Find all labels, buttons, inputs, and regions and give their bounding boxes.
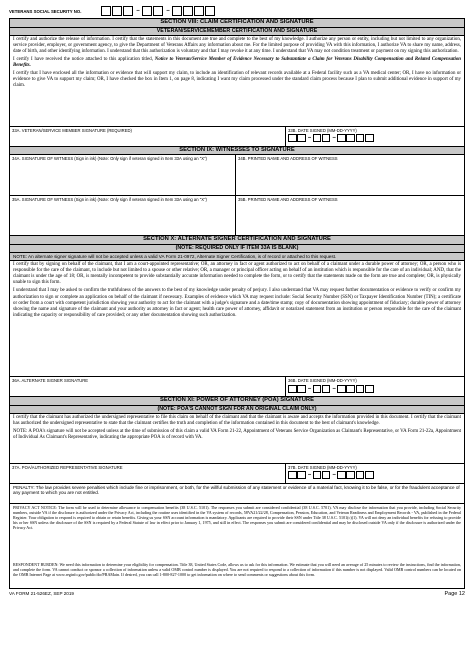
date-digit-box[interactable]	[313, 134, 322, 142]
alternate-signer-evidence-paragraph: I understand that I may be asked to confirm the truthfulness of the answers to the best of my knowledge under penalty of perjury. I also understand that VA may request further documentation or evidence to verify or confirm my authorization to sign or complete an application on behalf of the claimant if necessary. Examples of evidence which VA may request include: Social Security Number (SSN) or Taxpayer Identification Number (TIN); a certificate or order from a court with competent jurisdiction showing your authority to act for the claimant with a judge's signature and a date/time stamp; copy of documentation showing appointment of fiduciary; durable power of attorney showing the name and signature of the claimant and your authority as attorney in fact or agent; health care power of attorney, affidavit or notarized statement from an institution or person responsible for the care of the claimant indicating the capacity or responsibility of care provided; or any other documentation showing such authorization.	[13, 288, 461, 318]
date-digit-box[interactable]	[356, 134, 365, 142]
witness-2-name-field[interactable]	[236, 196, 464, 235]
witness-row-35	[10, 195, 464, 235]
ssn-separator: –	[166, 8, 170, 14]
ssn-digit-box[interactable]	[101, 6, 111, 16]
notice-title: Notice to Veteran/Service Member of Evidence Necessary to Substantiate a Claim for Veterans Disability Compensation and Related Compensation Benefits.	[13, 56, 461, 68]
date-digit-box[interactable]	[365, 134, 374, 142]
ssn-separator: –	[136, 8, 140, 14]
witness-2-signature-field[interactable]	[10, 196, 236, 235]
date-digit-box[interactable]	[346, 385, 355, 393]
date-separator: –	[332, 135, 336, 141]
section-8-title: SECTION VIII: CLAIM CERTIFICATION AND SIGNATURE	[10, 19, 464, 28]
section-9-title: SECTION IX: WITNESSES TO SIGNATURE	[10, 146, 464, 156]
notice-text: I certify I have received the notice attached to this application titled,	[13, 56, 155, 62]
date-signed-37b	[286, 464, 464, 483]
evidence-paragraph: I certify that I have enclosed all the information or evidence that will support my claim, to include an identification of relevant records available at a Federal facility such as a VA medical center; OR, I have no information or evidence to give VA to support my claim; OR, I have checked the box in Item 1, on page 8, indicating I want my claim processed under the standard claim process because I plan to submit additional evidence in support of my claim.	[13, 70, 461, 89]
date-separator: –	[332, 385, 336, 392]
section-8-subtitle: VETERAN/SERVICEMEMBER CERTIFICATION AND SIGNATURE	[10, 28, 464, 36]
date-separator: –	[307, 472, 312, 479]
date-separator: –	[332, 472, 336, 479]
privacy-notice: PRIVACY ACT NOTICE: The form will be used to determine allowance to compensation benefits (38 U.S.C. 5101). The responses you submit are considered confidential (38 U.S.C. 5701). VA may disclose the information that you provide, including Social Security numbers, outside VA if the disclosure is authorized under the Privacy Act, including the routine uses identified in the VA system of records, 58VA21/22/28, Compensation, Pension, Education, and Veteran Readiness and Employment Records - VA, published in the Federal Register. Your obligation to respond is required to obtain or retain benefits. Giving us your SSN account information is mandatory. Applicants are required to provide their SSN under Title 38 U.S.C. 5101(c)(1). VA will not deny an individual benefits for refusing to provide his or her SSN unless the disclosure of the SSN is required by a Federal Statute of law in effect prior to January 1, 1975, and still in effect. The responses you submit are considered confidential and may be disclosed outside VA only if the disclosure is authorized under the Privacy Act.	[10, 503, 464, 561]
section-8-text	[10, 36, 464, 126]
section-11-subtitle: (NOTE: POA'S CANNOT SIGN FOR AN ORIGINAL CLAIM ONLY)	[10, 406, 464, 414]
ssn-digit-box[interactable]	[112, 6, 122, 16]
witness-1-signature-field[interactable]	[10, 155, 236, 195]
date-digit-box[interactable]	[313, 385, 322, 393]
witness-1-name-label: 34B. PRINTED NAME AND ADDRESS OF WITNESS	[238, 156, 338, 161]
alternate-signer-label: 36A. ALTERNATE SIGNER SIGNATURE	[12, 378, 89, 384]
date-signed-33b	[286, 127, 464, 146]
signature-row-37	[10, 463, 464, 483]
date-digit-box[interactable]	[337, 385, 346, 393]
date-digit-box[interactable]	[337, 134, 346, 142]
witness-2-name-label: 35B. PRINTED NAME AND ADDRESS OF WITNESS	[238, 197, 338, 202]
date-digit-box[interactable]	[322, 134, 331, 142]
date-digit-box[interactable]	[297, 471, 306, 479]
ssn-digit-box[interactable]	[123, 6, 133, 16]
veteran-signature-field[interactable]	[10, 127, 286, 146]
date-digit-box[interactable]	[297, 385, 306, 393]
date-digit-box[interactable]	[313, 471, 322, 479]
ssn-row	[9, 4, 465, 18]
form-frame	[9, 18, 465, 589]
date-signed-label: 33B. DATE SIGNED (MM-DD-YYYY)	[288, 127, 357, 133]
ssn-label: VETERANS SOCIAL SECURITY NO.	[9, 8, 82, 14]
date-digit-box[interactable]	[288, 471, 297, 479]
form-id: VA FORM 21-526EZ, SEP 2019	[9, 590, 74, 596]
date-digit-box[interactable]	[337, 471, 346, 479]
signature-row-36	[10, 376, 464, 396]
witness-2-signature-label: 35A. SIGNATURE OF WITNESS (Sign in ink) (Note: Only sign if veteran signed in Item 33A using an "X")	[12, 197, 207, 202]
date-input-37b[interactable]	[288, 471, 462, 479]
notice-paragraph	[13, 57, 461, 69]
alternate-signer-paragraph: I certify that by signing on behalf of the claimant, that I am a court-appointed representative; OR, an attorney in fact or agent authorized to act on behalf of a claimant under a durable power of attorney; OR, a person who is responsible for the care of the claimant, to include but not limited to a spouse or other relative; OR, a manager or principal officer acting on behalf of an institution which is responsible for the care of an individual; AND, that the claimant is under the age of 18; OR, is mentally incompetent to provide substantially accurate information needed to complete the form, or to certify that the statements made on the form are true and complete; OR, is physically unable to sign this form.	[13, 262, 461, 286]
date-separator: –	[307, 135, 312, 141]
date-input-33b[interactable]	[288, 134, 462, 142]
ssn-digit-box[interactable]	[142, 6, 152, 16]
witness-1-name-field[interactable]	[236, 155, 464, 195]
date-digit-box[interactable]	[356, 471, 365, 479]
date-digit-box[interactable]	[346, 134, 355, 142]
date-input-36b[interactable]	[288, 385, 462, 393]
ssn-digit-box[interactable]	[205, 6, 215, 16]
date-digit-box[interactable]	[365, 471, 374, 479]
alternate-signer-note: NOTE: An alternate signer signature will not be accepted unless a valid VA Form 21-0972, Alternate Signer Certification, is of record or attached to this request.	[10, 253, 464, 261]
witness-1-signature-label: 34A. SIGNATURE OF WITNESS (Sign in ink) (Note: Only sign if veteran signed in Item 33A using an "X")	[12, 156, 207, 161]
ssn-digit-box[interactable]	[183, 6, 193, 16]
respondent-burden-notice: RESPONDENT BURDEN: We need this information to determine your eligibility for compensation. Title 38, United States Code, allows us to ask for this information. We estimate that you will need an average of 25 minutes to review the instructions, find the information, and complete the form. VA cannot conduct or sponsor a collection of information unless a valid OMB control number is displayed. You are not required to respond to a collection of information if this number is not displayed. Valid OMB control numbers can be located on the OMB Internet Page at www.reginfo.gov/public/do/PRAMain. If desired, you can call 1-800-827-1000 to get information on where to send comments or suggestions about this form.	[13, 561, 461, 577]
date-digit-box[interactable]	[288, 385, 297, 393]
ssn-digit-box[interactable]	[194, 6, 204, 16]
date-digit-box[interactable]	[322, 471, 331, 479]
poa-signature-label: 37A. POA/AUTHORIZED REPRESENTATIVE SIGNATURE	[12, 464, 123, 470]
section-10-subtitle: (NOTE: REQUIRED ONLY IF ITEM 33A IS BLANK)	[10, 245, 464, 253]
certification-paragraph: I certify and authorize the release of information. I certify that the statements in this document are true and complete to the best of my knowledge. I authorize any person or entity, including but not limited to any organization, service provider, employer, or government agency, to give the Department of Veterans Affairs any information about me. For the limited purpose of providing VA with this information, I authorize VA to share my name, address, date of birth, and other identifying information. I understand that this authorization is voluntary and that I may revoke it at any time. I understand that VA may not condition treatment or payment on my signing this authorization.	[13, 36, 461, 54]
alternate-signer-signature-field[interactable]	[10, 377, 286, 396]
section-11-text	[10, 414, 464, 463]
poa-signature-field[interactable]	[10, 464, 286, 483]
date-signed-label: 36B. DATE SIGNED (MM-DD-YYYY)	[288, 378, 357, 384]
date-separator: –	[307, 385, 312, 392]
penalty-notice: PENALTY: The law provides severe penalties which include fine or imprisonment, or both, for the willful submission of any statement or evidence of a material fact, knowing it to be false, or for the fraudulent acceptance of any payment to which you are not entitled.	[10, 483, 464, 503]
form-page	[9, 4, 465, 597]
witness-row-34	[10, 155, 464, 195]
section-11-title: SECTION XI: POWER OF ATTORNEY (POA) SIGNATURE	[10, 396, 464, 406]
date-digit-box[interactable]	[297, 134, 306, 142]
poa-certification-paragraph: I certify that the claimant has authorized the undersigned representative to file this claim on behalf of the claimant and that the claimant is aware and accepts the information provided in this document. I certify that the claimant has authorized the undersigned representative to state that the claimant certifies the truth and completion of the information contained in this document to the best of claimant's knowledge.	[13, 414, 461, 426]
date-digit-box[interactable]	[365, 385, 374, 393]
veteran-signature-label: 33A. VETERAN/SERVICE MEMBER SIGNATURE (REQUIRED)	[12, 127, 132, 133]
date-signed-36b	[286, 377, 464, 396]
date-digit-box[interactable]	[288, 134, 297, 142]
date-digit-box[interactable]	[346, 471, 355, 479]
page-footer	[9, 591, 465, 597]
date-digit-box[interactable]	[356, 385, 365, 393]
section-10-title: SECTION X: ALTERNATE SIGNER CERTIFICATION AND SIGNATURE	[10, 235, 464, 245]
page-number: Page 12	[444, 590, 465, 597]
poa-note-paragraph: NOTE: A POA's signature will not be accepted unless at the time of submission of this claim a valid VA Form 21-22, Appointment of Veterans Service Organization as Claimant's Representative, or VA Form 21-22a, Appointment of Individual As Claimant's Representative, indicating the appropriate POA is of record with VA.	[13, 428, 461, 440]
date-signed-label: 37B. DATE SIGNED (MM-DD-YYYY)	[288, 464, 357, 470]
ssn-digit-box[interactable]	[153, 6, 163, 16]
ssn-digit-box[interactable]	[172, 6, 182, 16]
date-digit-box[interactable]	[322, 385, 331, 393]
section-10-text	[10, 260, 464, 376]
signature-row-33	[10, 126, 464, 146]
